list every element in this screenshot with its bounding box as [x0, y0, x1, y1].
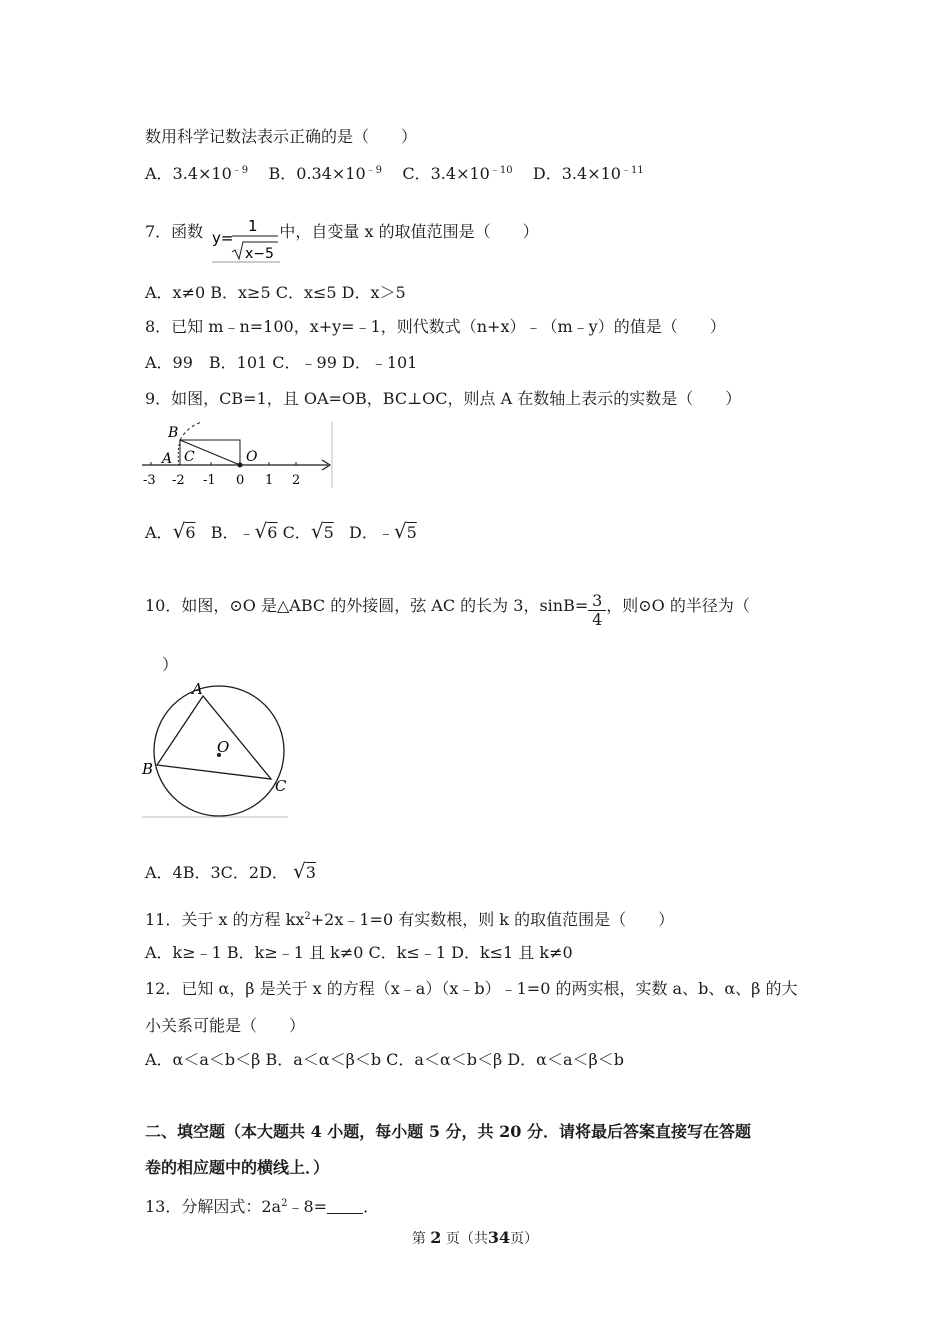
q10-stem-pre: 10．如图，⊙O 是△ABC 的外接圆，弦 AC 的长为 3，sinB= — [145, 596, 589, 615]
q6-option-b: B．0.34×10 — [268, 164, 366, 183]
q9-number-line-figure — [142, 418, 338, 492]
q11-stem — [145, 906, 674, 931]
q7-formula-lhs: y= — [212, 229, 234, 247]
q9-tick-0: 0 — [236, 473, 245, 488]
q7-formula — [208, 214, 280, 264]
q7-options: A．x≠0 B．x≥5 C．x≤5 D．x＞5 — [145, 283, 406, 302]
q13-answer-blank — [327, 1197, 363, 1214]
section-2-heading-line2: 卷的相应题中的横线上．） — [145, 1158, 330, 1177]
q10-circle-figure — [140, 682, 292, 820]
q9-option-b: B．﹣ — [210, 523, 255, 542]
sqrt-icon: √ — [393, 519, 407, 543]
footer-post: 页） — [510, 1231, 539, 1247]
q13-end: ． — [363, 1197, 380, 1216]
q10-label-a: A — [192, 682, 203, 698]
q9-rad-d: 5 — [406, 523, 417, 542]
q10-frac-num: 3 — [588, 592, 606, 611]
q6-options — [145, 160, 644, 185]
q6-exp-a: ﹣9 — [231, 165, 249, 176]
q12-options: A．α＜a＜b＜β B．a＜α＜β＜b C．a＜α＜b＜β D．α＜a＜β＜b — [145, 1050, 624, 1069]
q6-exp-c: ﹣10 — [489, 165, 513, 176]
q10-options-text: A．4B．3C．2D． — [145, 863, 288, 882]
q9-label-o: O — [246, 449, 258, 465]
q9-rad-b: 6 — [267, 523, 278, 542]
q10-frac-den: 4 — [592, 610, 603, 629]
q10-options — [145, 860, 316, 884]
q10-stem-post: ，则⊙O 的半径为（ — [606, 596, 750, 615]
q8-stem: 8．已知 m﹣n=100，x+y=﹣1，则代数式（n+x）﹣（m﹣y）的值是（ ） — [145, 317, 726, 336]
q13-post: ﹣8= — [287, 1197, 328, 1216]
q9-tick-m2: -2 — [172, 473, 185, 488]
q10-stem-end: ） — [162, 655, 179, 674]
q11-stem-pre: 11．关于 x 的方程 kx — [145, 910, 305, 929]
q9-tick-1: 1 — [265, 473, 274, 488]
q11-stem-sup: 2 — [304, 911, 311, 922]
q12-stem-line1: 12．已知 α，β 是关于 x 的方程（x﹣a）（x﹣b）﹣1=0 的两实根，实数 a、b、α、β 的大 — [145, 979, 798, 998]
q9-option-a: A． — [145, 523, 173, 542]
q6-exp-d: ﹣11 — [620, 165, 644, 176]
q9-label-a: A — [162, 451, 173, 467]
q10-label-o: O — [217, 738, 230, 756]
q13-sup: 2 — [281, 1198, 288, 1209]
q6-option-c: C．3.4×10 — [402, 164, 490, 183]
q9-option-d: D．﹣ — [349, 523, 394, 542]
q9-stem: 9．如图，CB=1，且 OA=OB，BC⊥OC，则点 A 在数轴上表示的实数是（ ） — [145, 389, 742, 408]
q6-stem: 数用科学记数法表示正确的是（ ） — [145, 127, 418, 146]
q7-pre: 7．函数 — [145, 222, 204, 241]
q9-rad-c: 5 — [323, 523, 334, 542]
q7-stem — [145, 221, 539, 243]
q9-tick-m3: -3 — [143, 473, 156, 488]
q11-options: A．k≥﹣1 B．k≥﹣1 且 k≠0 C．k≤﹣1 D．k≤1 且 k≠0 — [145, 943, 573, 962]
q8-options: A．99 B．101 C．﹣99 D．﹣101 — [145, 353, 418, 372]
q10-rad-d: 3 — [305, 863, 316, 882]
q12-stem-line2: 小关系可能是（ ） — [145, 1016, 306, 1035]
q10-label-c: C — [275, 777, 287, 795]
q9-tick-m1: -1 — [203, 473, 216, 488]
q7-post: 中，自变量 x 的取值范围是（ ） — [279, 222, 539, 241]
q9-label-c: C — [184, 449, 195, 465]
q13-stem — [145, 1193, 379, 1218]
q6-option-d: D．3.4×10 — [532, 164, 621, 183]
section-2-heading-line1: 二、填空题（本大题共 4 小题，每小题 5 分，共 20 分．请将最后答案直接写在答题 — [145, 1122, 751, 1141]
q6-exp-b: ﹣9 — [365, 165, 383, 176]
q6-option-a: A．3.4×10 — [145, 164, 232, 183]
sqrt-icon: √ — [310, 519, 324, 543]
q9-label-b: B — [168, 425, 179, 441]
footer-mid: 页（共 — [445, 1231, 488, 1247]
footer-page-number: 2 — [430, 1228, 442, 1247]
q7-formula-den: x−5 — [245, 246, 274, 262]
sqrt-icon: √ — [254, 519, 268, 543]
footer-pre: 第 — [411, 1231, 426, 1247]
q10-stem — [145, 592, 750, 629]
q7-formula-num: 1 — [248, 217, 258, 235]
page-footer — [0, 1228, 950, 1248]
q9-option-c: C． — [282, 523, 311, 542]
sqrt-icon: √ — [293, 859, 306, 883]
q13-pre: 13．分解因式：2a — [145, 1197, 282, 1216]
q10-fraction — [588, 592, 606, 629]
q9-rad-a: 6 — [185, 523, 196, 542]
footer-total-pages: 34 — [487, 1228, 511, 1247]
sqrt-icon: √ — [172, 519, 186, 543]
q9-options — [145, 520, 417, 544]
q9-tick-2: 2 — [292, 473, 301, 488]
q10-label-b: B — [142, 760, 154, 778]
q11-stem-post: +2x﹣1=0 有实数根，则 k 的取值范围是（ ） — [310, 910, 675, 929]
